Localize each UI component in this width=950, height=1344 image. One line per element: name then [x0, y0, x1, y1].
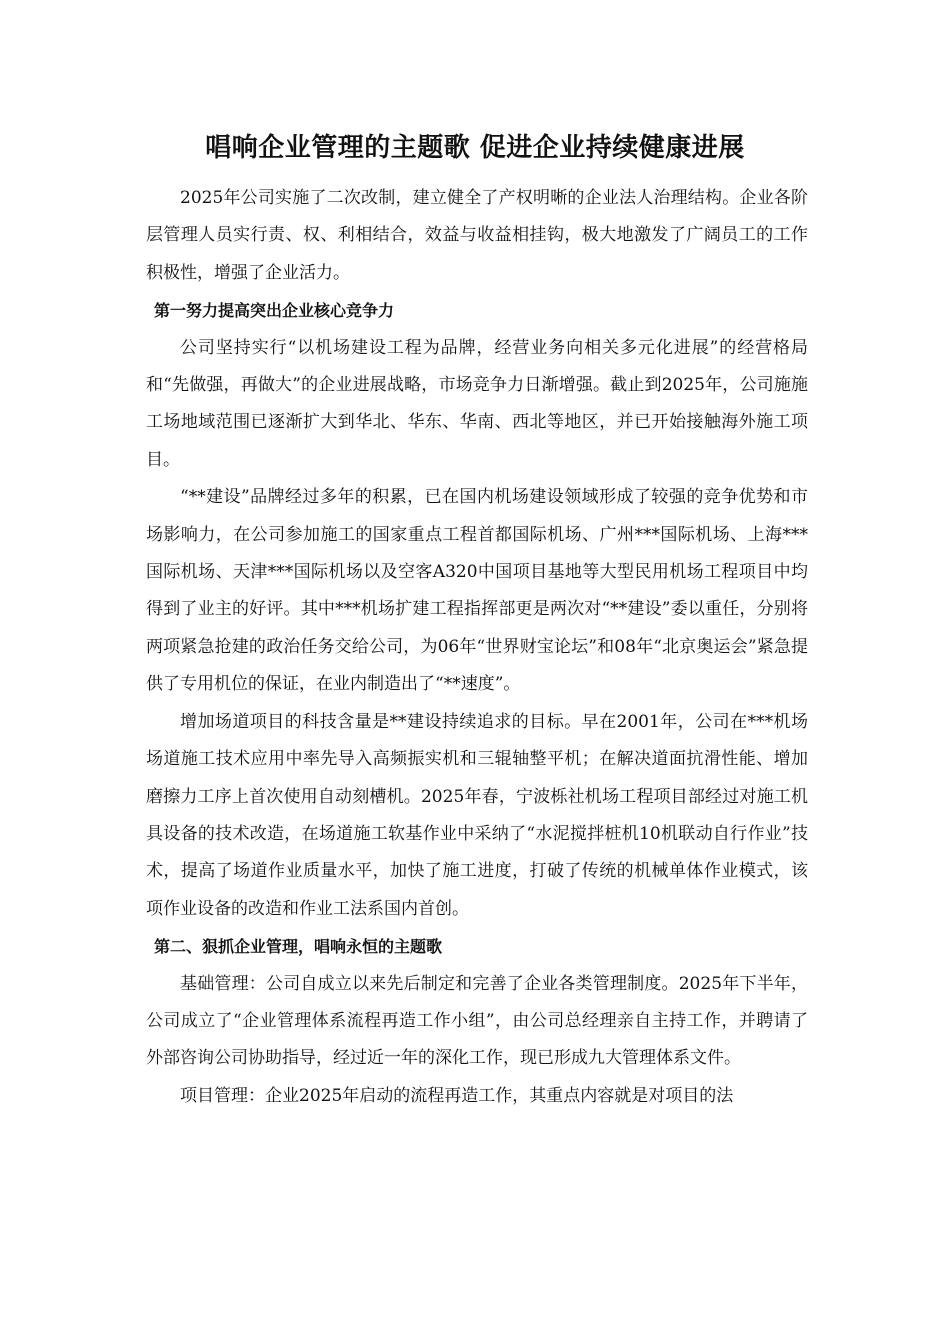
paragraph-brand: “**建设”品牌经过多年的积累，已在国内机场建设领域形成了较强的竞争优势和市场影响力，在公司参加施工的国家重点工程首都国际机场、广州***国际机场、上海***国际机场、天津***国际机场以及空客A320中国项目基地等大型民用机场工程项目中均得到了业主的好评。其中***机场扩建工程指挥部更是两次对“**建设”委以重任，分别将两项紧急抢建的政治任务交给公司，为06年“世界财宝论坛”和08年“北京奥运会”紧急提供了专用机位的保证，在业内制造出了“**速度”。: [146, 487, 808, 695]
paragraph-intro: 2025年公司实施了二次改制，建立健全了产权明晰的企业法人治理结构。企业各阶层管理人员实行责、权、利相结合，效益与收益相挂钩，极大地激发了广阔员工的工作积极性，增强了企业活力。: [146, 188, 808, 283]
paragraph-technology: 增加场道项目的科技含量是**建设持续追求的目标。早在2001年，公司在***机场场道施工技术应用中率先导入高频振实机和三辊轴整平机；在解决道面抗滑性能、增加磨擦力工序上首次使用自动刻槽机。2025年春，宁波栎社机场工程项目部经过对施工机具设备的技术改造，在场道施工软基作业中采纳了“水泥搅拌桩机10机联动自行作业”技术，提高了场道作业质量水平，加快了施工进度，打破了传统的机械单体作业模式，该项作业设备的改造和作业工法系国内首创。: [146, 711, 808, 919]
paragraph-basic-management: 基础管理：公司自成立以来先后制定和完善了企业各类管理制度。2025年下半年，公司成立了“企业管理体系流程再造工作小组”，由公司总经理亲自主持工作，并聘请了外部咨询公司协助指导，经过近一年的深化工作，现已形成九大管理体系文件。: [146, 973, 808, 1069]
paragraph-project-management: 项目管理：企业2025年启动的流程再造工作，其重点内容就是对项目的法: [180, 1085, 734, 1106]
document-title: 唱响企业管理的主题歌 促进企业持续健康进展: [205, 133, 745, 163]
document-body: [146, 180, 808, 1115]
paragraph-market: 公司坚持实行“以机场建设工程为品牌，经营业务向相关多元化进展”的经营格局和“先做强，再做大”的企业进展战略，市场竞争力日渐增强。截止到2025年，公司施施工场地域范围已逐渐扩大到华北、华东、华南、西北等地区，并已开始接触海外施工项目。: [146, 337, 808, 470]
section-heading-1: 第一努力提高突出企业核心竞争力: [154, 301, 395, 321]
section-heading-2: 第二、狠抓企业管理，唱响永恒的主题歌: [154, 937, 443, 957]
